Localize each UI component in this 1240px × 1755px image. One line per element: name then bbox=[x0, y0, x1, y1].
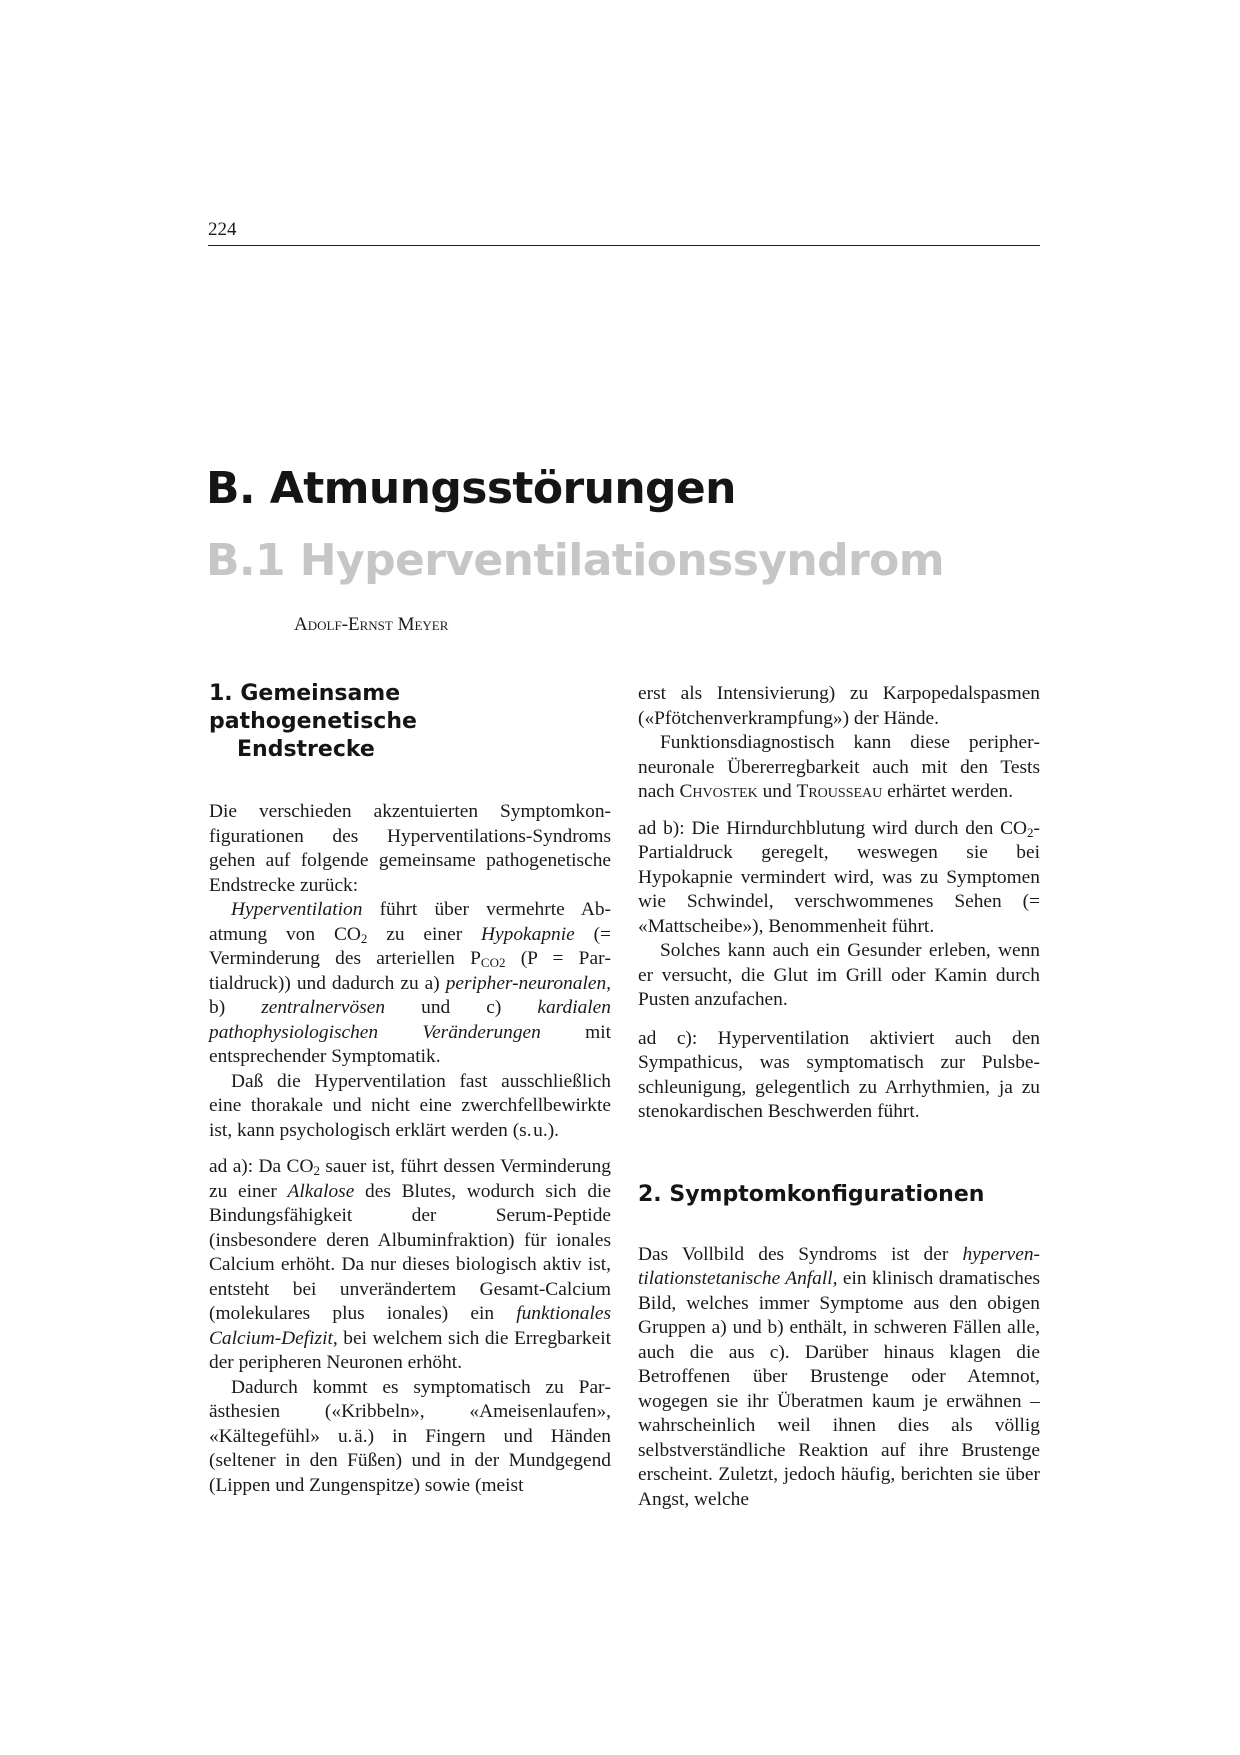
paragraph: Funktionsdiagnostisch kann diese peripherneuronale Übererregbarkeit auch mit den Tests nach Chvostek und Trousseau erhärtet werden. bbox=[638, 732, 1040, 802]
paragraph: Das Vollbild des Syndroms ist der hyperventilationstetanische Anfall, ein klinisch dramatisches Bild, welches immer Symptome aus den obigen Gruppen a) und b) enthält, in schweren Fällen alle, auch die aus c). Darüber hinaus klagen die Betroffenen über Brustenge oder Atemnot, wogegen sie ihr Überatmen kaum je erwähnen – wahrscheinlich weil ihnen dies als völlig selbstverständliche Reaktion auf ihre Brustenge erscheint. Zuletzt, jedoch häufig, berichten sie über Angst, welche bbox=[638, 1243, 1040, 1510]
paragraph: Daß die Hyperventilation fast ausschließlich eine thorakale und nicht eine zwerchfellbewirkte ist, kann psychologisch erklärt werden (s. u.). bbox=[209, 1070, 611, 1141]
paragraph: ad b): Die Hirndurchblutung wird durch den $CO_2$-Partialdruck geregelt, weswegen sie bei Hypokapnie vermindert wird, was zu Symptomen wie Schwindel, verschwommenes Sehen (= «Mattscheibe»), Benommenheit führt. bbox=[638, 817, 1040, 937]
header-rule bbox=[208, 245, 1040, 246]
section-heading-1-title-cont: Endstrecke bbox=[237, 737, 375, 762]
paragraph: erst als Intensivierung) zu Karpopedalspasmen («Pfötchenverkrampfung») der Hände. bbox=[638, 683, 1040, 729]
right-column bbox=[638, 682, 1040, 1512]
page-number: 224 bbox=[208, 219, 237, 240]
section-title: B.1 Hyperventilationssyndrom bbox=[206, 535, 944, 586]
paragraph: ad a): Da $CO_2$ sauer ist, führt dessen Verminderung zu einer Alkalose des Blutes, wodurch sich die Bindungsfähigkeit der Serum-Peptide (insbesondere deren Albuminfraktion) für ionales Calcium erhöht. Da nur dieses biologisch aktiv ist, entsteht bei unverändertem Gesamt-Calcium (molekulares plus ionales) ein funktionales Calcium-Defizit, bei welchem sich die Erregbarkeit der peripheren Neuronen erhöht. bbox=[209, 1156, 612, 1373]
paragraph: Die verschieden akzentuierten Symptomkonfigurationen des Hyperventilations-Syndroms gehen auf folgende gemeinsame pathogenetische Endstrecke zurück: bbox=[209, 801, 611, 896]
section-heading-1-number: 1. bbox=[209, 681, 233, 706]
left-column bbox=[209, 680, 611, 1498]
section-heading-2 bbox=[638, 1181, 1040, 1209]
section-heading-2-title: Symptomkonfigurationen bbox=[669, 1181, 985, 1207]
section-heading-1-title: Gemeinsame pathogenetische bbox=[209, 681, 417, 734]
chapter-title: B. Atmungsstörungen bbox=[206, 463, 736, 514]
paragraph: Solches kann auch ein Gesunder erleben, wenn er versucht, die Glut im Grill oder Kamin durch Pusten anzufachen. bbox=[638, 940, 1040, 1010]
paragraph: Hyperventilation führt über vermehrte Abatmung von $CO_2$ zu einer Hypokapnie (= Verminderung des arteriellen $P_{CO2}$ (P = Partialdruck)) und dadurch zu a) peripher-neuronalen, b) zentralnervösen und c) kardialen pathophysiologischen Veränderungen mit entsprechender Symptomatik. bbox=[209, 899, 611, 1067]
author: Adolf-Ernst Meyer bbox=[294, 614, 449, 635]
section-heading-2-number: 2. bbox=[638, 1181, 662, 1207]
paragraph: ad c): Hyperventilation aktiviert auch den Sympathicus, was symptomatisch zur Pulsbeschleunigung, gelegentlich zu Arrhythmien, ja zu stenokardischen Beschwerden führt. bbox=[638, 1027, 1040, 1122]
paragraph: Dadurch kommt es symptomatisch zu Parästhesien («Kribbeln», «Ameisenlaufen», «Kältegefühl» u. ä.) in Fingern und Händen (seltener in den Füßen) und in der Mundgegend (Lippen und Zungenspitze) sowie (meist bbox=[209, 1376, 611, 1496]
section-heading-1 bbox=[209, 680, 611, 764]
